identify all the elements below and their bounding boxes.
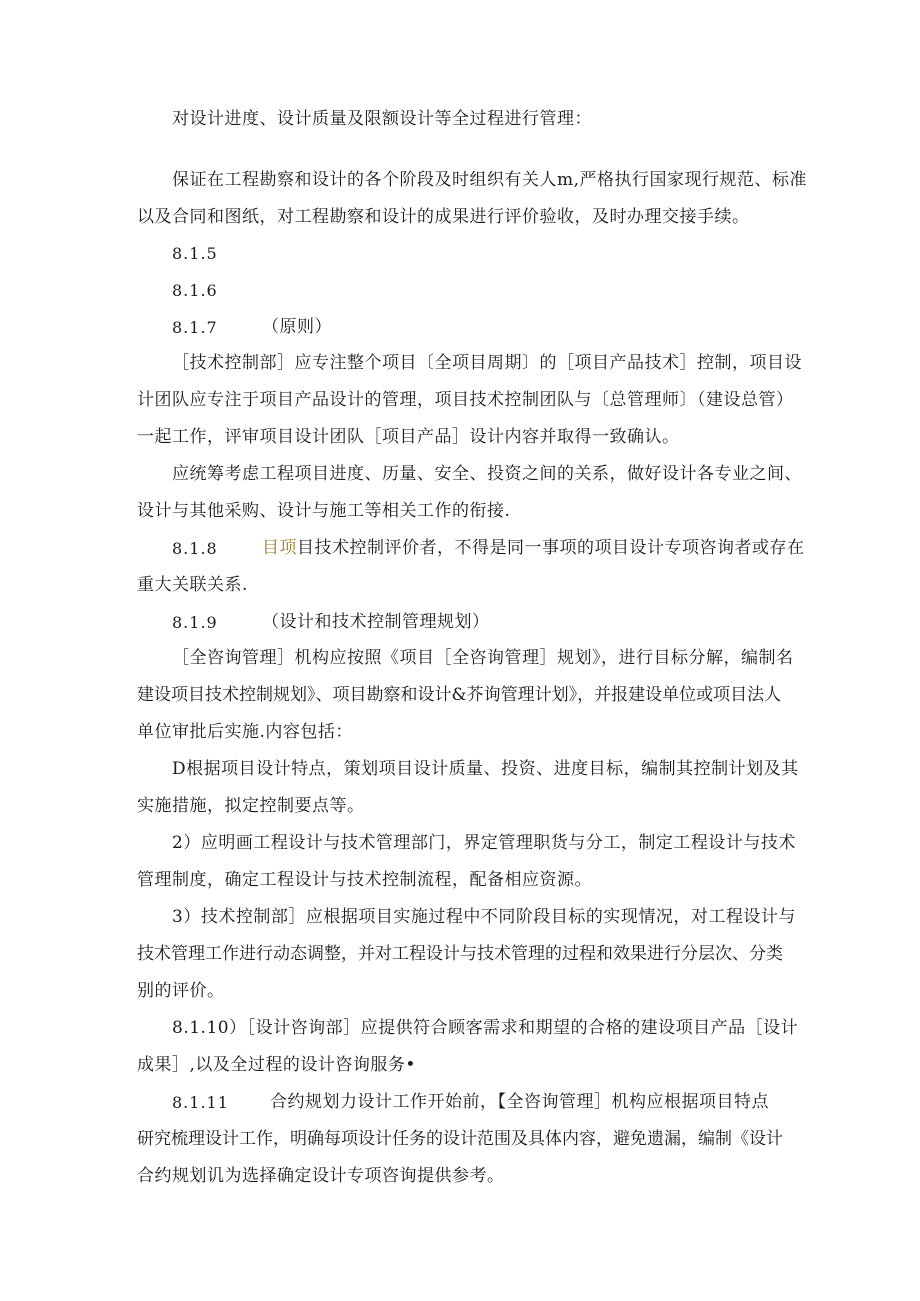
paragraph-line: 应统筹考虑工程项目进度、历量、安全、投资之间的关系，做好设计各专业之间、	[172, 464, 802, 484]
paragraph-line: 以及合同和图纸，对工程勘察和设计的成果进行评价验收，及时办理交接手续。	[137, 207, 750, 227]
paragraph-line: 重大关联关系.	[137, 575, 248, 595]
paragraph-line: 合约规划讥为选择确定设计专项咨询提供参考。	[137, 1166, 505, 1186]
section-number-8-1-11: 8.1.11	[172, 1093, 229, 1112]
paragraph-line: 保证在工程勘察和设计的各个阶段及时组织有关人m,严格执行国家现行规范、标准	[172, 170, 808, 190]
section-number-8-1-7: 8.1.7	[172, 318, 218, 337]
section-number-8-1-8: 8.1.8	[172, 539, 218, 558]
paragraph-line: 研究梳理设计工作，明确每项设计任务的设计范围及具体内容，避免遗漏，编制《设计	[137, 1129, 783, 1149]
paragraph-line: 成果］,以及全过程的设计咨询服务•	[137, 1055, 416, 1075]
section-8-1-10: 8.1.10）［设计咨询部］应提供符合顾客需求和期望的合格的建设项目产品［设计	[172, 1018, 799, 1038]
paragraph-line: 单位审批后实施.内容包括：	[137, 722, 353, 742]
paragraph-line: ［技术控制部］应专注整个项目〔全项目周期〕的［项目产品技术］控制，项目设	[172, 353, 802, 373]
section-number-8-1-6: 8.1.6	[172, 281, 218, 300]
section-number-8-1-9: 8.1.9	[172, 613, 218, 632]
paragraph-line: 别的评价。	[137, 981, 225, 1001]
paragraph-line: 计团队应专注于项目产品设计的管理，项目技术控制团队与〔总管理师〕（建设总管）	[137, 390, 794, 410]
paragraph-line: 实施措施，拟定控制要点等。	[137, 796, 365, 816]
paragraph-text: 目技术控制评价者，不得是同一事项的项目设计专项咨询者或存在	[297, 538, 805, 558]
paragraph-line: 设计与其他采购、设计与施工等相关工作的衔接.	[137, 501, 511, 521]
list-item-2: 2）应明画工程设计与技术管理部门，界定管理职货与分工，制定工程设计与技术	[172, 833, 796, 853]
list-item-1: D根据项目设计特点，策划项目设计质量、投资、进度目标，编制其控制计划及其	[172, 759, 799, 779]
list-item-3: 3）技术控制部］应根据项目实施过程中不同阶段目标的实现情况，对工程设计与	[172, 907, 796, 927]
section-title-planning: （设计和技术控制管理规划）	[262, 612, 490, 632]
section-title-principle: （原则）	[262, 317, 332, 337]
paragraph-line: 对设计进度、设计质量及限额设计等全过程进行管理：	[172, 109, 592, 129]
highlighted-text: 目项	[262, 538, 297, 558]
paragraph-line: 管理制度，确定工程设计与技术控制流程，配备相应资源。	[137, 870, 592, 890]
paragraph-line-8-1-11: 合约规划力设计工作开始前，【全咨询管理］机构应根据项目特点	[270, 1092, 769, 1112]
section-number-8-1-5: 8.1.5	[172, 244, 218, 263]
paragraph-line: 建设项目技术控制规划》、项目勘察和设计&芥询管理计划》，并报建设单位或项目法人	[137, 685, 782, 705]
paragraph-line-8-1-8	[262, 537, 805, 559]
paragraph-line: ［全咨询管理］机构应按照《项目［全咨询管理］规划》，进行目标分解，编制名	[172, 648, 794, 668]
paragraph-line: 一起工作，评审项目设计团队［项目产品］设计内容并取得一致确认。	[137, 427, 680, 447]
paragraph-line: 技术管理工作进行动态调整，并对工程设计与技术管理的过程和效果进行分层次、分类	[137, 944, 783, 964]
